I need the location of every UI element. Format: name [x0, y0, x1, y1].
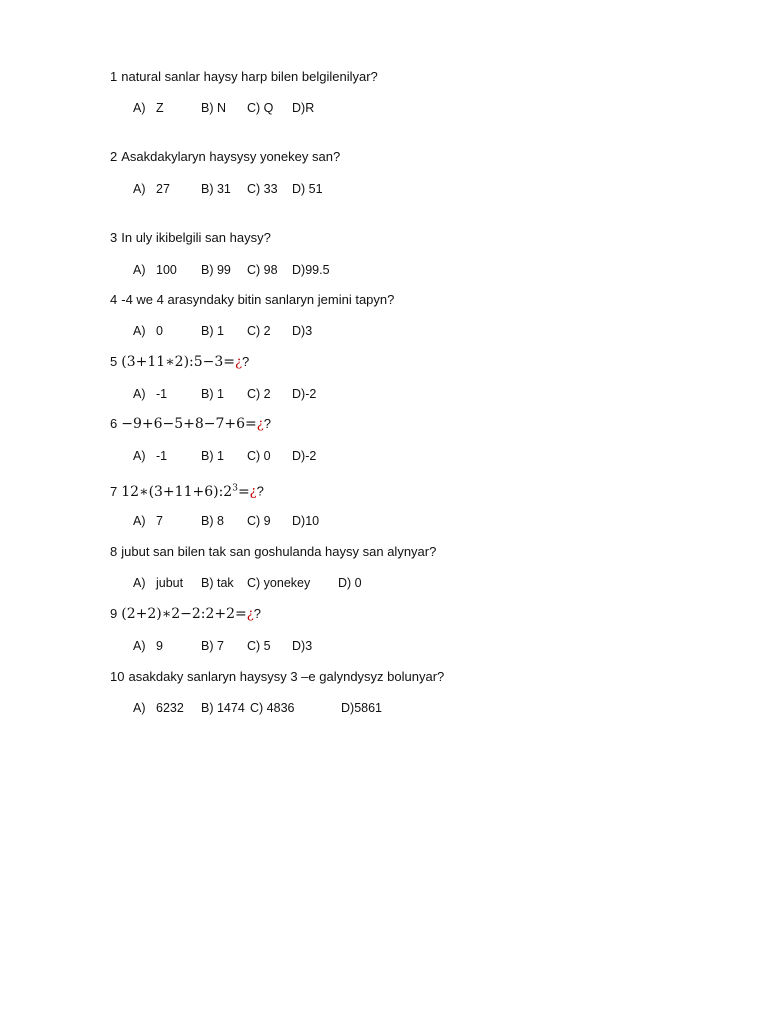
- question-number: 5: [110, 354, 118, 369]
- question-text: -4 we 4 arasyndaky bitin sanlaryn jemini tapyn?: [121, 292, 395, 307]
- question-9: [110, 605, 261, 624]
- math-expression: (3+11∗2):5−3=: [121, 354, 236, 370]
- question-number: 1: [110, 69, 118, 84]
- option-d: D)10: [292, 514, 320, 528]
- option-d: D)5861: [341, 701, 382, 715]
- option-d: D)R: [292, 101, 315, 115]
- option-a-label: A): [133, 324, 146, 338]
- option-d: D)-2: [292, 387, 317, 401]
- question-7: [110, 479, 264, 502]
- option-c: C) 2: [247, 324, 271, 338]
- question-number: 4: [110, 292, 118, 307]
- question-4: [110, 291, 394, 309]
- option-c: C) 2: [247, 387, 271, 401]
- question-1: [110, 68, 378, 86]
- question-mark: ?: [256, 483, 264, 499]
- equation-placeholder-mark: ¿: [246, 607, 254, 622]
- option-c: C) yonekey: [247, 576, 311, 590]
- option-a-label: A): [133, 387, 146, 401]
- option-a-value: Z: [156, 101, 164, 115]
- option-d: D)99.5: [292, 263, 330, 277]
- option-c: C) 5: [247, 639, 271, 653]
- option-a-label: A): [133, 449, 146, 463]
- option-b: B) 99: [201, 263, 231, 277]
- option-a-value: -1: [156, 449, 168, 463]
- option-a-label: A): [133, 576, 146, 590]
- option-c: C) 98: [247, 263, 278, 277]
- math-expression: [121, 484, 249, 500]
- math-exponent: 3: [232, 483, 238, 493]
- option-b: B) 31: [201, 182, 231, 196]
- math-expression: −9+6−5+8−7+6=: [121, 416, 257, 432]
- option-d: D)-2: [292, 449, 317, 463]
- option-a-label: A): [133, 182, 146, 196]
- option-c: C) 33: [247, 182, 278, 196]
- question-number: 2: [110, 149, 118, 164]
- question-number: 7: [110, 483, 118, 499]
- question-mark: ?: [242, 354, 250, 369]
- question-text: asakdaky sanlaryn haysysy 3 –e galyndysyz bolunyar?: [128, 669, 445, 684]
- option-b: B) tak: [201, 576, 234, 590]
- option-b: B) 7: [201, 639, 224, 653]
- question-10: [110, 668, 444, 686]
- question-6: [110, 415, 271, 434]
- option-a-value: 27: [156, 182, 170, 196]
- math-base: 12∗(3+11+6):2: [121, 483, 233, 500]
- question-3: [110, 229, 271, 247]
- option-a-label: A): [133, 639, 146, 653]
- option-d: D)3: [292, 324, 313, 338]
- option-c: C) 0: [247, 449, 271, 463]
- math-expression: (2+2)∗2−2:2+2=: [121, 606, 247, 622]
- option-a-value: 0: [156, 324, 163, 338]
- equation-placeholder-mark: ¿: [235, 355, 243, 370]
- question-number: 9: [110, 606, 118, 621]
- option-b: B) 1: [201, 387, 224, 401]
- question-mark: ?: [263, 416, 272, 431]
- question-number: 3: [110, 230, 118, 245]
- option-c: C) Q: [247, 101, 274, 115]
- option-d: D)3: [292, 639, 313, 653]
- option-a-label: A): [133, 701, 146, 715]
- option-a-value: 9: [156, 639, 163, 653]
- question-8: [110, 543, 436, 561]
- option-b: B) 1: [201, 324, 224, 338]
- option-d: D) 51: [292, 182, 323, 196]
- question-number: 10: [110, 669, 125, 684]
- question-text: Asakdakylaryn haysysy yonekey san?: [121, 149, 341, 164]
- option-a-label: A): [133, 101, 146, 115]
- equation-placeholder-mark: ¿: [256, 417, 264, 432]
- question-mark: ?: [253, 606, 261, 621]
- question-text: jubut san bilen tak san goshulanda haysy san alynyar?: [121, 544, 437, 559]
- option-b: B) 8: [201, 514, 224, 528]
- option-a-value: 100: [156, 263, 177, 277]
- equation-placeholder-mark: ¿: [249, 484, 257, 500]
- option-a-value: 6232: [156, 701, 184, 715]
- option-a-label: A): [133, 514, 146, 528]
- question-2: [110, 148, 340, 166]
- question-text: In uly ikibelgili san haysy?: [121, 230, 271, 245]
- option-c: C) 9: [247, 514, 271, 528]
- option-b: B) 1474: [201, 701, 245, 715]
- question-text: natural sanlar haysy harp bilen belgilenilyar?: [121, 69, 378, 84]
- option-d: D) 0: [338, 576, 362, 590]
- option-c: C) 4836: [250, 701, 295, 715]
- option-a-value: 7: [156, 514, 163, 528]
- question-5: [110, 353, 249, 372]
- option-a-value: -1: [156, 387, 168, 401]
- option-a-value: jubut: [156, 576, 184, 590]
- option-a-label: A): [133, 263, 146, 277]
- math-equals: =: [237, 483, 250, 500]
- option-b: B) 1: [201, 449, 224, 463]
- question-number: 8: [110, 544, 118, 559]
- option-b: B) N: [201, 101, 226, 115]
- question-number: 6: [110, 416, 118, 431]
